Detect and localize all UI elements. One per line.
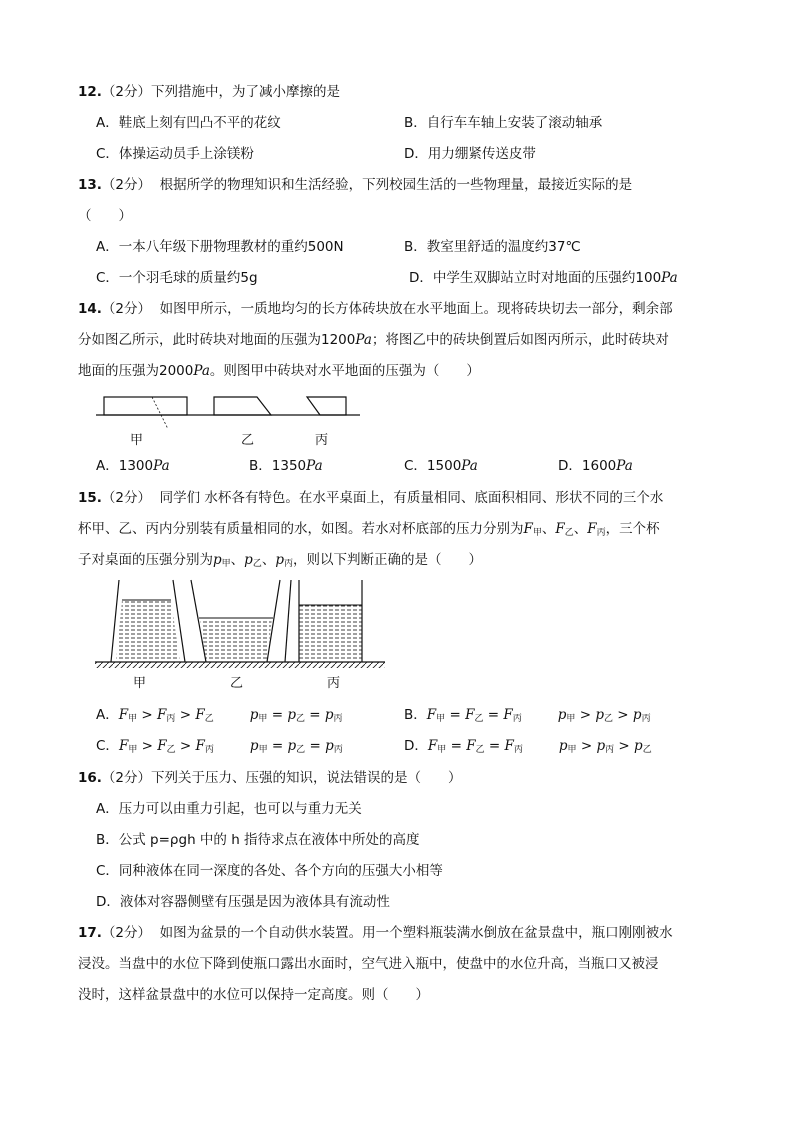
q14-option-b-text: B．1350	[249, 458, 307, 474]
q15-fig-label-jia: 甲	[133, 676, 147, 691]
q15-option-a	[96, 706, 343, 728]
cup-jia-water	[116, 600, 180, 662]
F-sym: F	[587, 521, 597, 537]
sub-yi: 乙	[475, 745, 485, 755]
q12-number: 12.	[78, 84, 102, 100]
sub-yi: 乙	[204, 714, 214, 724]
sub-bing: 丙	[284, 559, 294, 569]
sub-yi: 乙	[166, 745, 176, 755]
F-sym: F	[426, 707, 437, 723]
q14-number: 14.	[78, 301, 102, 317]
F-sym: F	[118, 707, 129, 723]
cup-divider	[285, 580, 291, 662]
sub-bing: 丙	[166, 714, 176, 724]
sep: 、	[541, 521, 556, 537]
op: =	[267, 707, 288, 723]
q12-option-c: C．体操运动员手上涂镁粉	[96, 146, 254, 162]
q14-option-a-unit: Pa	[153, 458, 170, 474]
op: >	[175, 738, 196, 754]
sub-jia: 甲	[567, 745, 577, 755]
sub-jia: 甲	[437, 745, 447, 755]
q15-option-c-label: C．	[96, 738, 119, 754]
p-sym: p	[287, 738, 297, 754]
q13-number: 13.	[78, 177, 102, 193]
q16-option-d: D．液体对容器侧壁有压强是因为液体具有流动性	[96, 894, 390, 910]
q16-points: （2分）	[101, 770, 152, 786]
F-sym: F	[157, 707, 167, 723]
q15-line-1	[78, 489, 663, 507]
op: >	[613, 707, 633, 723]
p-sym: p	[557, 707, 567, 723]
op: >	[137, 707, 158, 723]
q13-stem: 根据所学的物理知识和生活经验，下列校园生活的一些物理量，最接近实际的是	[159, 177, 633, 193]
q15-option-b	[404, 706, 651, 728]
cut-line	[152, 397, 168, 429]
sub-yi: 乙	[295, 714, 305, 724]
q14-option-b	[249, 457, 323, 475]
q13-option-d-unit: Pa	[661, 270, 678, 286]
q15-option-c	[96, 737, 343, 759]
cup-yi-water	[200, 618, 272, 662]
q14-text-3b: 。则图甲中砖块对水平地面的压强为（ ）	[209, 363, 480, 379]
op: >	[576, 738, 597, 754]
q14-points: （2分）	[101, 301, 152, 317]
F-sym: F	[427, 738, 438, 754]
q16-option-b: B．公式 p=ρgh 中的 h 指待求点在液体中所处的高度	[96, 832, 420, 848]
q12-option-a: A．鞋底上刻有凹凸不平的花纹	[96, 115, 281, 131]
sub-yi: 乙	[474, 714, 484, 724]
sep: 、	[573, 521, 588, 537]
q17-line-1	[78, 924, 673, 942]
q14-text-3a: 地面的压强为2000	[78, 363, 194, 379]
q14-unit-3: Pa	[193, 363, 210, 379]
sub-jia: 甲	[258, 714, 268, 724]
q14-option-d-unit: Pa	[616, 458, 633, 474]
F-sym: F	[466, 738, 476, 754]
sep: 、	[261, 552, 276, 568]
sub-yi: 乙	[603, 714, 613, 724]
op: >	[137, 738, 158, 754]
op: =	[304, 707, 325, 723]
q14-line-2	[78, 331, 669, 349]
F-sym: F	[118, 738, 129, 754]
sub-jia: 甲	[258, 745, 268, 755]
q15-text-3b: ，则以下判断正确的是（ ）	[293, 552, 483, 568]
q15-fig-label-bing: 丙	[327, 676, 341, 691]
sub-jia: 甲	[221, 559, 231, 569]
q13-stem-line	[78, 176, 632, 194]
q13-points: （2分）	[101, 177, 152, 193]
op: =	[446, 738, 467, 754]
q14-line-3	[78, 362, 480, 380]
sub-yi: 乙	[252, 559, 262, 569]
p-sym: p	[632, 707, 642, 723]
F-sym: F	[465, 707, 475, 723]
sub-bing: 丙	[204, 745, 214, 755]
q15-number: 15.	[78, 490, 102, 506]
q14-text-2a: 分如图乙所示，此时砖块对地面的压强为1200	[78, 332, 356, 348]
p-sym: p	[324, 707, 334, 723]
q17-points: （2分）	[101, 925, 152, 941]
q17-line-3: 没时，这样盆景盘中的水位可以保持一定高度。则（ ）	[78, 987, 429, 1003]
q14-option-a	[96, 457, 170, 475]
p-sym: p	[249, 738, 259, 754]
q13-option-a: A．一本八年级下册物理教材的重约500N	[96, 239, 344, 255]
q14-option-b-unit: Pa	[306, 458, 323, 474]
F-sym: F	[195, 707, 205, 723]
p-sym: p	[249, 707, 259, 723]
p-sym: p	[596, 738, 606, 754]
q14-option-d	[558, 457, 633, 475]
q14-fig-label-jia: 甲	[130, 433, 144, 448]
q14-option-c-unit: Pa	[461, 458, 478, 474]
op: =	[445, 707, 466, 723]
q13-option-d-text: D．中学生双脚站立时对地面的压强约100	[409, 270, 662, 286]
q14-brick-figure	[96, 393, 376, 433]
q15-text-3a: 子对桌面的压强分别为	[78, 552, 213, 568]
p-sym: p	[244, 552, 253, 568]
F-sym: F	[504, 738, 514, 754]
q15-cups-figure	[95, 580, 395, 680]
q15-points: （2分）	[101, 490, 152, 506]
sub-bing: 丙	[333, 714, 343, 724]
q15-fig-label-yi: 乙	[230, 676, 244, 691]
q15-text-1: 同学们 水杯各有特色。在水平桌面上，有质量相同、底面积相同、形状不同的三个水	[159, 490, 664, 506]
op: =	[305, 738, 326, 754]
p-sym: p	[595, 707, 604, 723]
q14-text-1: 如图甲所示，一质地均匀的长方体砖块放在水平地面上。现将砖块切去一部分，剩余部	[159, 301, 673, 317]
op: =	[267, 738, 288, 754]
sub-jia: 甲	[566, 714, 576, 724]
p-sym: p	[287, 707, 296, 723]
brick-bing	[307, 397, 346, 415]
q15-text-2a: 杯甲、乙、丙内分别装有质量相同的水，如图。若水对杯底部的压力分别为	[78, 521, 524, 537]
p-sym: p	[558, 738, 568, 754]
sub-bing: 丙	[641, 714, 651, 724]
p-sym: p	[213, 552, 222, 568]
F-sym: F	[555, 521, 565, 537]
F-sym: F	[195, 738, 205, 754]
q16-option-a: A．压力可以由重力引起，也可以与重力无关	[96, 801, 362, 817]
cup-bing-water	[299, 605, 362, 662]
q12-stem-line	[78, 83, 340, 101]
table-hatch	[95, 662, 385, 668]
F-sym: F	[503, 707, 513, 723]
q16-stem-line	[78, 769, 462, 787]
q13-option-d	[409, 269, 678, 287]
q15-option-d	[404, 737, 652, 759]
sub-jia: 甲	[436, 714, 446, 724]
q14-option-a-text: A．1300	[96, 458, 154, 474]
q12-stem: 下列措施中，为了减小摩擦的是	[151, 84, 341, 100]
p-sym: p	[275, 552, 284, 568]
q16-stem: 下列关于压力、压强的知识，说法错误的是（ ）	[151, 770, 462, 786]
sub-yi: 乙	[642, 745, 652, 755]
sub-bing: 丙	[333, 745, 343, 755]
q12-option-d: D．用力绷紧传送皮带	[404, 146, 536, 162]
sub-bing: 丙	[512, 714, 522, 724]
q15-option-b-label: B．	[404, 707, 427, 723]
q16-option-c: C．同种液体在同一深度的各处、各个方向的压强大小相等	[96, 863, 443, 879]
q15-option-a-label: A．	[96, 707, 119, 723]
q17-number: 17.	[78, 925, 102, 941]
q14-line-1	[78, 300, 673, 318]
sub-jia: 甲	[128, 714, 138, 724]
q14-option-c-text: C．1500	[404, 458, 462, 474]
F-sym: F	[157, 738, 167, 754]
sub-bing: 丙	[596, 528, 606, 538]
q12-points: （2分）	[101, 84, 152, 100]
q13-option-b: B．教室里舒适的温度约37℃	[404, 239, 581, 255]
sub-jia: 甲	[532, 528, 542, 538]
q15-line-3	[78, 551, 482, 573]
sub-bing: 丙	[605, 745, 615, 755]
q14-fig-label-bing: 丙	[315, 433, 329, 448]
q14-unit-2: Pa	[355, 332, 372, 348]
q14-option-c	[404, 457, 478, 475]
sub-jia: 甲	[128, 745, 138, 755]
q15-text-2b: ，三个杯	[605, 521, 660, 537]
q15-option-d-label: D．	[404, 738, 428, 754]
F-sym: F	[523, 521, 533, 537]
sub-yi: 乙	[564, 528, 574, 538]
p-sym: p	[325, 738, 334, 754]
q12-option-b: B．自行车车轴上安装了滚动轴承	[404, 115, 603, 131]
q16-number: 16.	[78, 770, 102, 786]
q13-bracket: （ ）	[78, 208, 132, 224]
q14-text-2b: ；将图乙中的砖块倒置后如图丙所示，此时砖块对	[371, 332, 669, 348]
brick-yi	[214, 397, 271, 415]
q17-text-1: 如图为盆景的一个自动供水装置。用一个塑料瓶装满水倒放在盆景盘中，瓶口刚刚被水	[159, 925, 673, 941]
q15-line-2	[78, 520, 660, 542]
op: >	[575, 707, 596, 723]
p-sym: p	[634, 738, 643, 754]
q14-option-d-text: D．1600	[558, 458, 617, 474]
sub-yi: 乙	[296, 745, 306, 755]
q17-line-2: 浸没。当盘中的水位下降到使瓶口露出水面时，空气进入瓶中，使盘中的水位升高，当瓶口又被浸	[78, 956, 659, 972]
brick-jia	[104, 397, 187, 415]
op: =	[484, 738, 505, 754]
op: >	[614, 738, 635, 754]
q13-option-c: C．一个羽毛球的质量约5g	[96, 270, 258, 286]
sub-bing: 丙	[513, 745, 523, 755]
op: >	[175, 707, 196, 723]
op: =	[483, 707, 504, 723]
q14-fig-label-yi: 乙	[241, 433, 255, 448]
sep: 、	[230, 552, 245, 568]
